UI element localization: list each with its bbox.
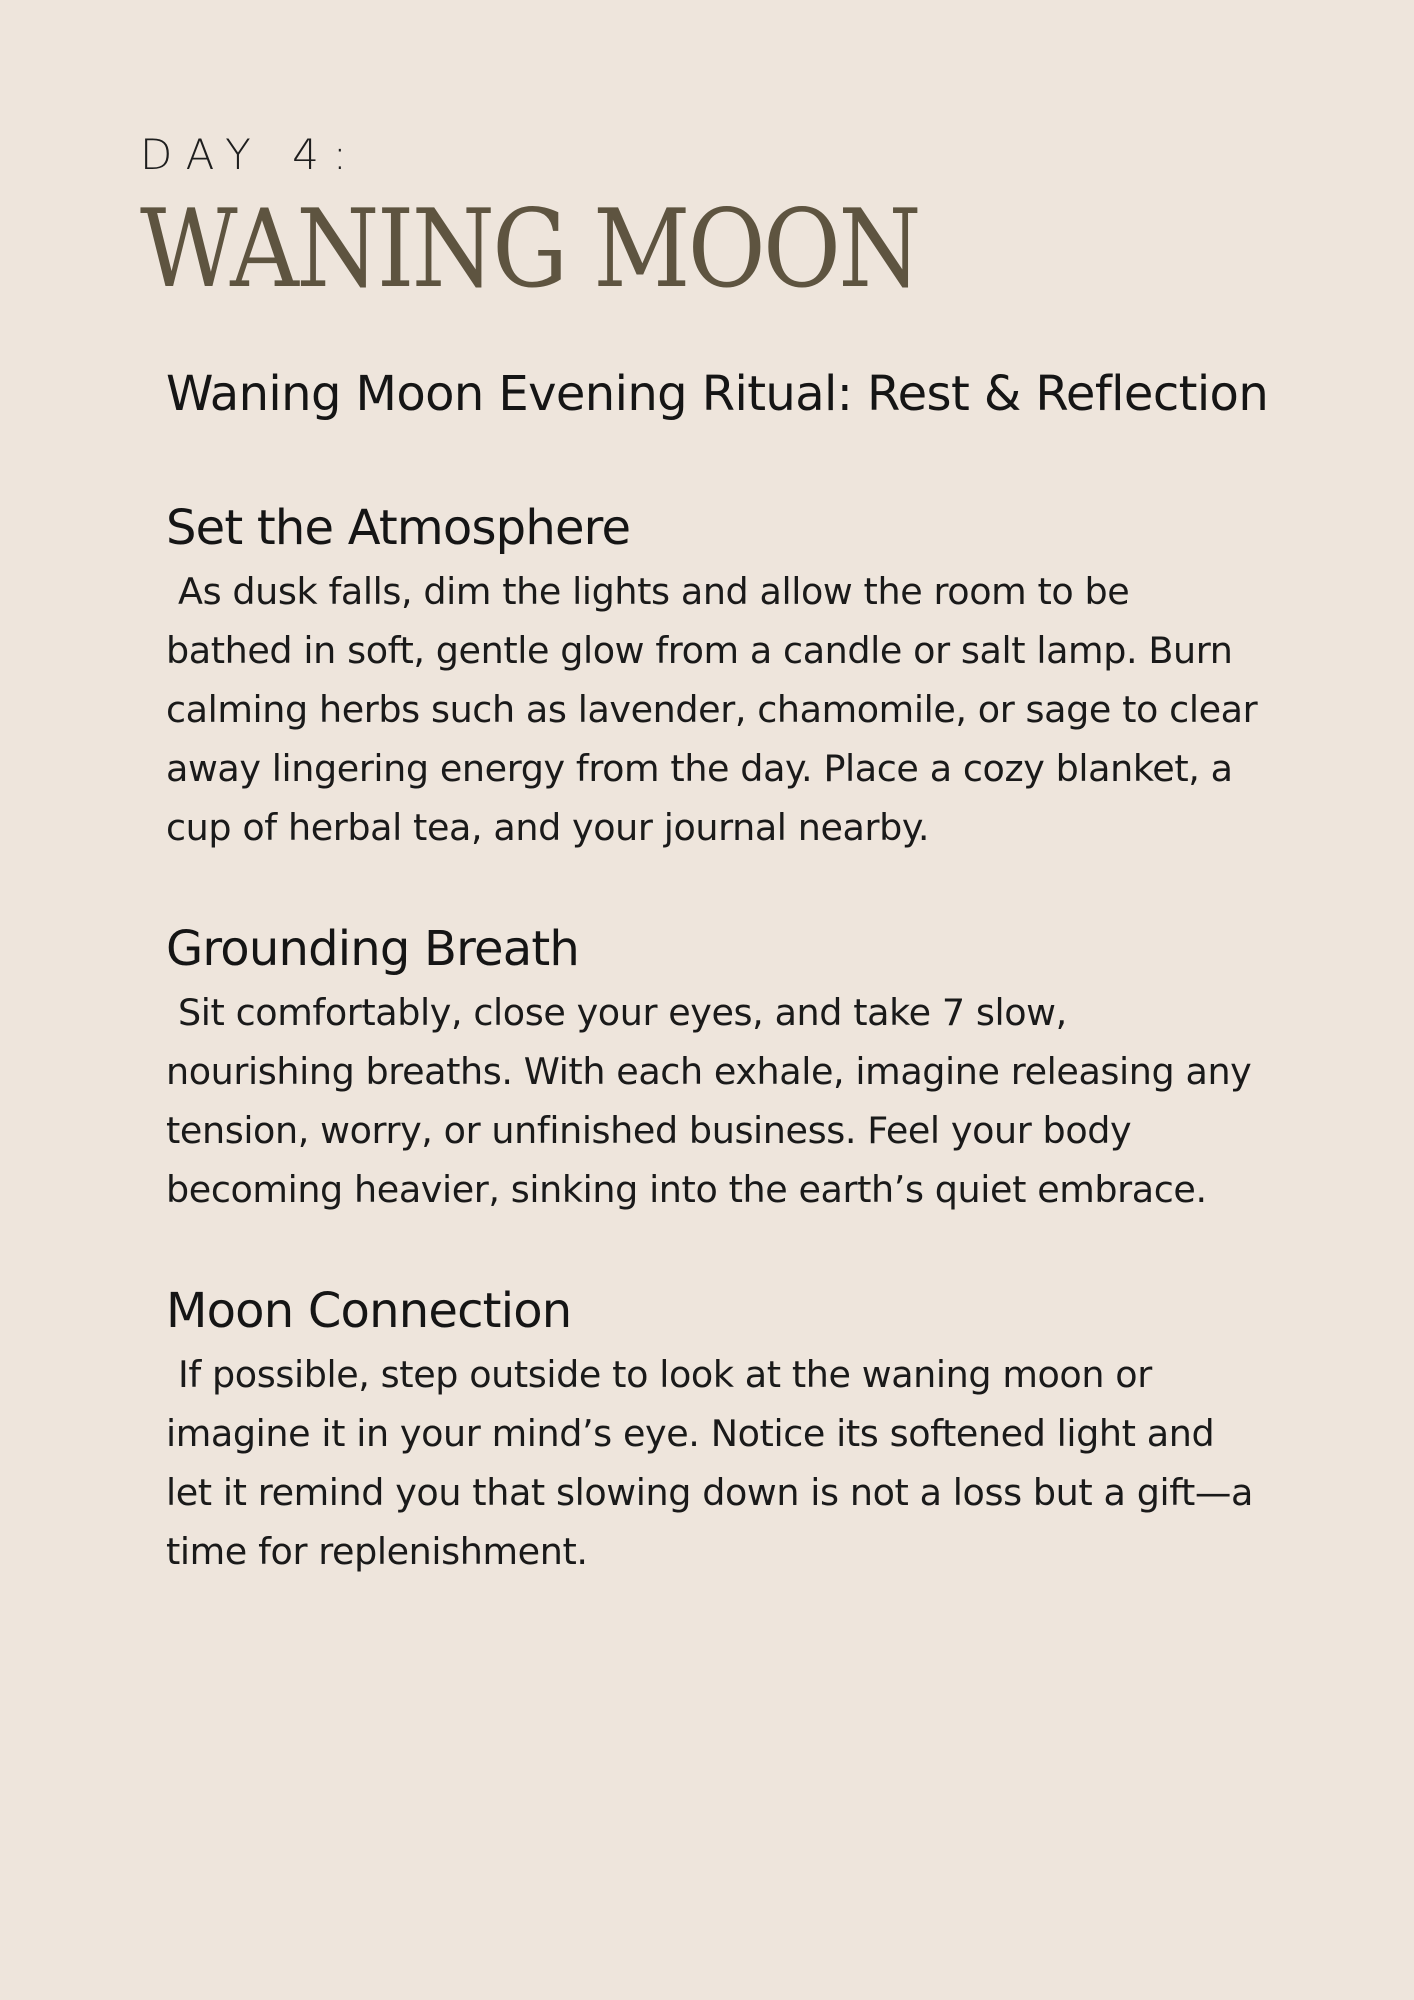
section-grounding-breath <box>166 917 1266 1219</box>
section-body-wrapper <box>166 1345 1266 1581</box>
section-body: Sit comfortably, close your eyes, and take 7 slow, nourishing breaths. With each exhale, imagine releasing any tension, worry, or unfinished business. Feel your body becoming heavier, sinking into the earth’s quiet embrace. <box>166 991 1252 1211</box>
day-label: DAY 4: <box>140 130 361 179</box>
section-heading: Grounding Breath <box>166 921 580 977</box>
section-heading: Moon Connection <box>166 1283 572 1339</box>
section-moon-connection <box>166 1279 1266 1581</box>
ritual-content <box>166 358 1269 1641</box>
section-body: If possible, step outside to look at the waning moon or imagine it in your mind’s eye. Notice its softened light and let it remind you that slowing down is not a loss but a gift—a time for replenishment. <box>166 1353 1253 1573</box>
ritual-subtitle: Waning Moon Evening Ritual: Rest & Reflection <box>166 366 1269 422</box>
section-heading: Set the Atmosphere <box>166 500 631 556</box>
section-body-wrapper <box>166 983 1266 1219</box>
section-body: As dusk falls, dim the lights and allow the room to be bathed in soft, gentle glow from a candle or salt lamp. Burn calming herbs such as lavender, chamomile, or sage to clear away lingering energy from the day. Place a cozy blanket, a cup of herbal tea, and your journal nearby. <box>166 570 1258 849</box>
page-title: WANING MOON <box>140 187 919 312</box>
section-set-the-atmosphere <box>166 496 1266 857</box>
section-body-wrapper <box>166 562 1266 857</box>
